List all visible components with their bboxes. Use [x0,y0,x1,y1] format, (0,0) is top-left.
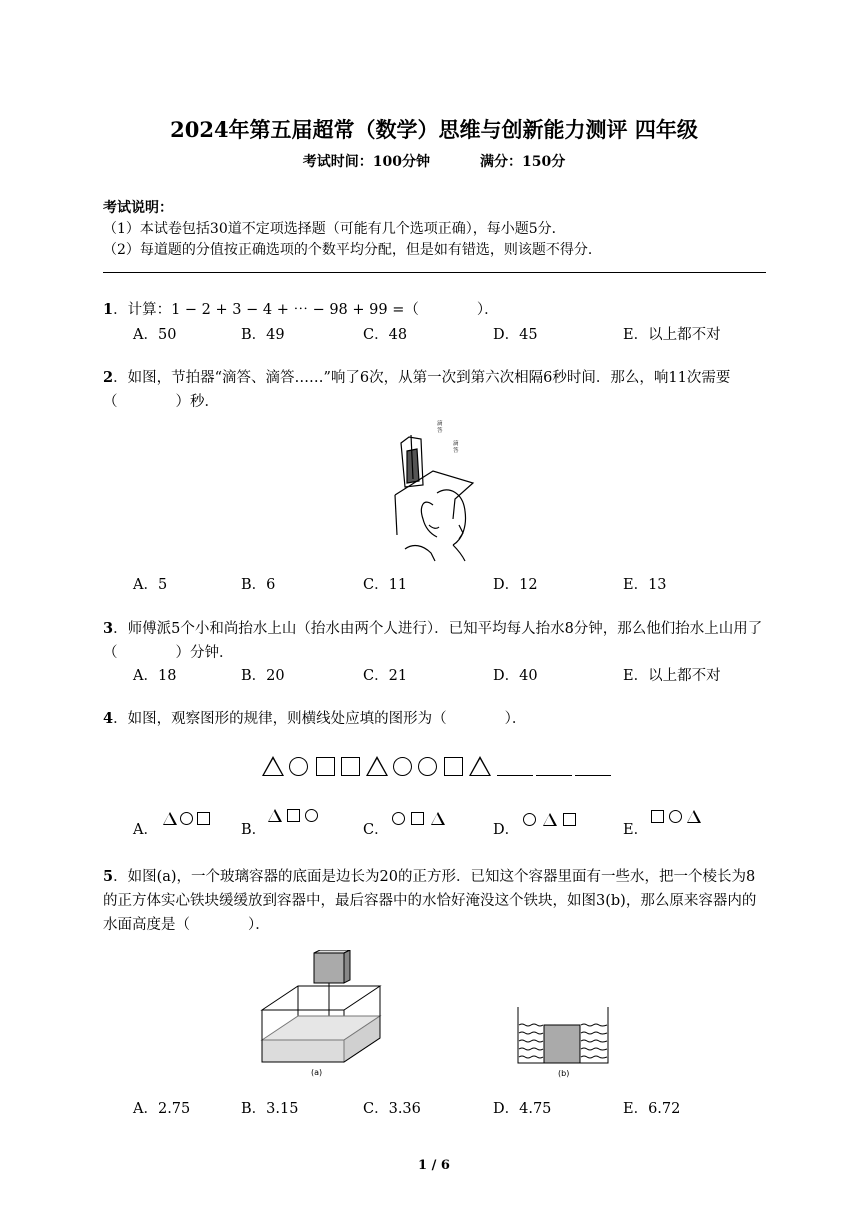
option-d[interactable]: D．40 [493,668,538,684]
option-e[interactable]: E．6.72 [623,1101,681,1117]
option-b[interactable] [241,818,266,839]
option-e[interactable]: E．以上都不对 [623,668,721,684]
option-c[interactable]: C．3.36 [363,1101,421,1117]
circle-shape [305,809,318,822]
triangle-shape [469,756,491,776]
option-d[interactable]: D．4.75 [493,1101,552,1117]
question-number: 4 [103,710,114,727]
option-letter: D． [493,822,520,838]
option-c[interactable] [363,818,389,839]
fig-text-da-2: 答 [453,448,459,454]
square-shape [651,810,664,823]
option-b[interactable]: B．3.15 [241,1101,299,1117]
square-shape [411,812,424,825]
figure-a-container-and-cube [258,950,382,1065]
instructions-heading: 考试说明： [103,200,173,216]
question-3 [103,617,768,665]
figure-b-submerged-cube [516,1005,610,1065]
square-shape [316,757,335,776]
option-a[interactable]: A．50 [133,327,177,343]
question-text: ．如图(a)，一个玻璃容器的底面是边长为20的正方形．已知这个容器里面有一些水，把一个棱长为8的正方体实心铁块缓缓放到容器中，最后容器中的水恰好淹没这个铁块，如图3(b)，那么原来容器内的水面高度是（ ）． [103,869,757,933]
option-e[interactable]: E．以上都不对 [623,327,721,343]
answer-blank [575,775,611,776]
question-text: ．师傅派5个小和尚抬水上山（抬水由两个人进行）．已知平均每人抬水8分钟，那么他们抬水上山用了（ ）分钟． [103,621,763,661]
metronome-illustration [393,415,475,563]
square-shape [197,812,210,825]
triangle-shape [431,812,445,825]
circle-shape [289,757,308,776]
option-a[interactable]: A．5 [133,577,168,593]
triangle-shape [687,810,701,823]
fig-text-di-2: 滴 [453,441,459,447]
full-score: 满分：150分 [480,154,566,170]
circle-shape [418,757,437,776]
question-1 [103,298,768,322]
circle-shape [180,812,193,825]
triangle-shape [163,812,177,825]
option-b[interactable]: B．6 [241,577,276,593]
triangle-shape [543,813,557,826]
question-number: 1 [103,301,114,318]
option-b[interactable]: B．20 [241,668,285,684]
option-letter: B． [241,822,267,838]
option-b[interactable]: B．49 [241,327,285,343]
figure-a-label: (a) [311,1068,323,1077]
option-a[interactable]: A．18 [133,668,177,684]
option-a[interactable]: A．2.75 [133,1101,191,1117]
question-2 [103,366,768,414]
option-letter: C． [363,822,389,838]
option-a[interactable] [133,818,158,839]
answer-blank [536,775,572,776]
question-text: ．如图，节拍器“滴答、滴答……”响了6次，从第一次到第六次相隔6秒时间．那么，响11次需要（ ）秒． [103,370,731,410]
option-e[interactable] [623,818,648,839]
triangle-shape [262,756,284,776]
option-letter: A． [133,822,158,838]
question-number: 2 [103,369,114,386]
circle-shape [669,810,682,823]
instruction-2: （2）每道题的分值按正确选项的个数平均分配，但是如有错选，则该题不得分． [103,242,602,258]
option-e[interactable]: E．13 [623,577,667,593]
answer-blank [497,775,533,776]
header-divider [103,272,766,273]
triangle-shape [268,809,282,822]
question-number: 5 [103,868,114,885]
option-c[interactable]: C．48 [363,327,408,343]
figure-b-label: (b) [558,1069,570,1078]
exam-instructions [103,198,602,261]
page-title: 2024年第五届超常（数学）思维与创新能力测评 四年级 [170,117,698,142]
question-5 [103,865,768,937]
square-shape [563,813,576,826]
circle-shape [393,757,412,776]
circle-shape [523,813,536,826]
question-number: 3 [103,620,114,637]
square-shape [287,809,300,822]
option-c[interactable]: C．21 [363,668,408,684]
fig-text-da-1: 答 [437,428,443,434]
square-shape [444,757,463,776]
option-d[interactable] [493,818,519,839]
triangle-shape [366,756,388,776]
option-letter: E． [623,822,649,838]
question-4 [103,707,768,731]
question-text: ．如图，观察图形的规律，则横线处应填的图形为（ ）． [113,711,527,727]
option-d[interactable]: D．12 [493,577,538,593]
circle-shape [392,812,405,825]
instruction-1: （1）本试卷包括30道不定项选择题（可能有几个选项正确），每小题5分． [103,221,566,237]
fig-text-di-1: 滴 [437,421,443,427]
exam-info [0,151,868,171]
page-number: 1 / 6 [418,1158,450,1173]
option-c[interactable]: C．11 [363,577,408,593]
exam-time: 考试时间：100分钟 [302,154,430,170]
option-d[interactable]: D．45 [493,327,538,343]
question-text: ．计算：1 − 2 + 3 − 4 + ⋯ − 98 + 99 =（ ）． [113,302,499,318]
square-shape [341,757,360,776]
